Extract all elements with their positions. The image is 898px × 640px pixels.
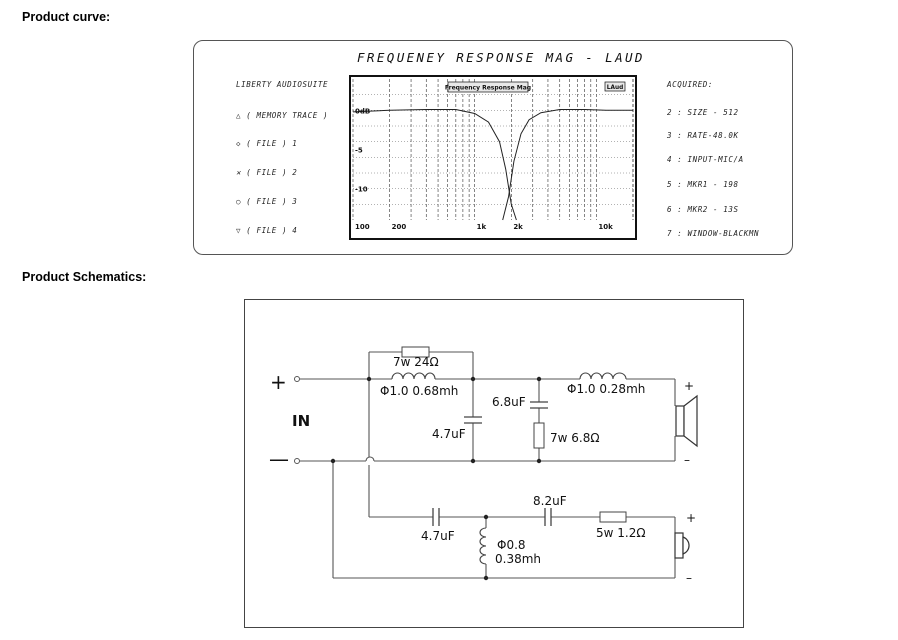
acquired-input: 4 : INPUT-MIC/A	[667, 155, 744, 164]
acquired-rate: 3 : RATE-48.0K	[667, 131, 739, 140]
label-output-inductor: Φ1.0 0.28mh	[567, 382, 646, 396]
legend-file-4: ▽ ( FILE ) 4	[236, 226, 298, 235]
legend-memory-trace: △ ( MEMORY TRACE )	[236, 111, 329, 120]
label-shunt-capacitor: 4.7uF	[432, 427, 466, 441]
x-tick-label: 100	[355, 223, 370, 231]
schematic-drawing	[245, 300, 743, 627]
zobel-resistor	[534, 423, 544, 448]
chart-plot	[351, 77, 635, 238]
woofer-speaker-icon	[676, 396, 697, 446]
label-bypass-resistor: 7w 24Ω	[393, 355, 439, 369]
label-tweeter-capacitor-1: 4.7uF	[421, 529, 455, 543]
input-minus-sign: —	[269, 447, 289, 471]
label-tweeter-capacitor-2: 8.2uF	[533, 494, 567, 508]
input-negative-terminal	[295, 459, 300, 464]
frequency-response-panel	[193, 40, 793, 255]
woofer-output-inductor	[580, 373, 626, 379]
crossover-schematic	[244, 299, 744, 628]
acquired-marker-1: 5 : MKR1 - 198	[667, 180, 739, 189]
y-tick-label: 0dB	[355, 107, 371, 116]
x-tick-label: 200	[391, 223, 407, 231]
woofer-minus-label: –	[684, 453, 690, 467]
y-tick-label: -5	[355, 146, 363, 155]
legend-software: LIBERTY AUDIOSUITE	[236, 80, 329, 89]
input-plus-sign: +	[270, 370, 287, 394]
x-tick-label: 10k	[598, 223, 613, 231]
y-tick-label: -10	[355, 185, 368, 194]
x-tick-label: 2k	[513, 223, 523, 231]
label-tweeter-inductor: Φ0.8	[497, 538, 526, 552]
frequency-response-chart	[349, 75, 637, 240]
label-tweeter-inductor-value: 0.38mh	[495, 552, 542, 566]
tweeter-minus-label: –	[686, 571, 692, 585]
woofer-plus-label: +	[684, 379, 695, 393]
legend-file-1: ◇ ( FILE ) 1	[236, 139, 298, 148]
woofer-series-inductor	[392, 373, 435, 379]
chart-badge: LAud	[606, 85, 624, 91]
tweeter-plus-label: +	[686, 511, 697, 525]
tweeter-speaker-icon	[675, 533, 689, 558]
legend-file-2: ✕ ( FILE ) 2	[236, 168, 298, 177]
chart-title: Frequency Response Mag	[444, 84, 532, 92]
acquired-window: 7 : WINDOW-BLACKMN	[667, 229, 760, 238]
input-positive-terminal	[295, 377, 300, 382]
label-zobel-capacitor: 6.8uF	[492, 395, 526, 409]
product-curve-heading: Product curve:	[22, 10, 111, 24]
label-zobel-resistor: 7w 6.8Ω	[550, 431, 600, 445]
acquired-size: 2 : SIZE - 512	[667, 108, 739, 117]
product-schematics-heading: Product Schematics:	[22, 270, 147, 284]
label-tweeter-resistor: 5w 1.2Ω	[596, 526, 646, 540]
tweeter-series-resistor	[600, 512, 626, 522]
x-tick-label: 1k	[476, 223, 487, 231]
label-series-inductor: Φ1.0 0.68mh	[380, 384, 459, 398]
legend-file-3: ○ ( FILE ) 3	[236, 197, 298, 206]
input-label: IN	[292, 412, 311, 430]
panel-title: FREQUENEY RESPONSE MAG - LAUD	[357, 50, 645, 65]
acquired-marker-2: 6 : MKR2 - 13S	[667, 205, 739, 214]
acquired-label: ACQUIRED:	[667, 80, 714, 89]
tweeter-shunt-inductor	[480, 528, 486, 564]
